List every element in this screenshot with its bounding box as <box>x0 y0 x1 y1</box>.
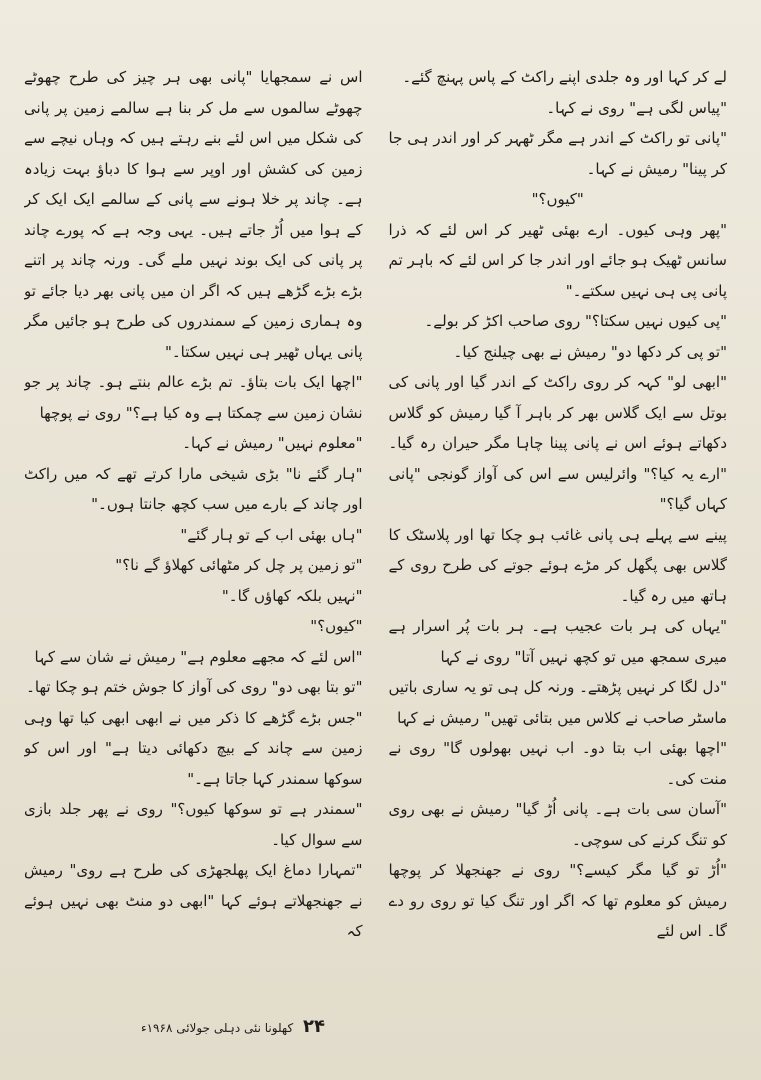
paragraph: "پی کیوں نہیں سکتا؟" روی صاحب اکڑ کر بولے۔ <box>424 312 727 330</box>
paragraph: "نہیں بلکہ کھاؤں گا۔" <box>221 586 363 605</box>
paragraph: "اچھا بھئی اب بتا دو۔ اب نہیں بھولوں گا" روی نے منت کی۔ <box>388 739 727 788</box>
paragraph: اس نے سمجھایا "پانی بھی ہر چیز کی طرح چھوٹے چھوٹے سالموں سے مل کر بنا ہے سالمے زمین پر پانی کی شکل میں اس لئے بنے رہتے ہیں کہ وہاں نیچے سے زمین کی کشش اور اوپر سے ہوا کا دباؤ بہت زیادہ ہے۔ چاند پر خلا ہونے سے پانی کے سالمے ایک ایک کر کے ہوا میں اُڑ جاتے ہیں۔ یہی وجہ ہے کہ پورے چاند پر پانی کی ایک بوند نہیں ملے گی۔ ورنہ چاند پر اتنے بڑے بڑے گڑھے ہیں کہ اگر ان میں پانی بھر دیا جائے تو وہ ہماری زمین کے سمندروں کی طرح ہو جائیں مگر پانی یہاں ٹھیر ہی نہیں سکتا۔" <box>24 68 363 361</box>
paragraph: "اُڑ تو گیا مگر کیسے؟" روی نے جھنجھلا کر پوچھا رمیش کو معلوم تھا کہ اگر اور تنگ کیا تو روی رو دے گا۔ اس لئے <box>388 861 727 940</box>
paragraph: "یہاں کی ہر بات عجیب ہے۔ ہر بات پُر اسرار ہے میری سمجھ میں تو کچھ نہیں آتا" روی نے کہا <box>388 617 727 666</box>
paragraph: "اچھا ایک بات بتاؤ۔ تم بڑے عالم بنتے ہو۔ چاند پر جو نشان زمین سے چمکتا ہے وہ کیا ہے؟" روی نے پوچھا <box>24 373 363 422</box>
paragraph: "سمندر ہے تو سوکھا کیوں؟" روی نے پھر جلد بازی سے سوال کیا۔ <box>24 800 363 849</box>
paragraph: "معلوم نہیں" رمیش نے کہا۔ <box>182 434 363 452</box>
page-number: ۲۴ <box>303 1016 325 1037</box>
paragraph: "پانی تو راکٹ کے اندر ہے مگر ٹھہر کر اور اندر ہی جا کر پینا" رمیش نے کہا۔ <box>388 129 727 178</box>
left-column <box>24 62 363 982</box>
paragraph: "جس بڑے گڑھے کا ذکر میں نے ابھی ابھی کیا تھا وہی زمین سے چاند کے بیچ دکھائی دیتا ہے" اور اس کو سوکھا سمندر کہا جاتا ہے۔" <box>24 708 363 788</box>
paragraph: "اس لئے کہ مجھے معلوم ہے" رمیش نے شان سے کہا <box>34 647 363 666</box>
paragraph: "ہاں بھئی اب کے تو ہار گئے" <box>180 525 363 544</box>
paragraph: "ابھی لو" کہہ کر روی راکٹ کے اندر گیا اور پانی کی بوتل سے ایک گلاس بھر کر باہر آ گیا رمیش کو گلاس دکھاتے ہوئے اس نے پانی پینا چاہا مگر حیران رہ گیا۔ "ارے یہ کیا؟" وائرلیس سے اس کی آواز گونجی "پانی کہاں گیا؟" <box>388 373 727 513</box>
paragraph: "تو بتا بھی دو" روی کی آواز کا جوش ختم ہو چکا تھا۔ <box>26 678 363 696</box>
paragraph: "تو زمین پر چل کر مٹھائی کھلاؤ گے نا؟" <box>115 556 363 574</box>
paragraph: "پھر وہی کیوں۔ ارے بھئی ٹھیر کر اس لئے کہ ذرا سانس ٹھیک ہو جائے اور اندر جا کر اس لئے کہ باہر تم پانی پی ہی نہیں سکتے۔" <box>388 220 727 300</box>
paragraph: "تمہارا دماغ ایک پھلجھڑی کی طرح ہے روی" رمیش نے جھنجھلاتے ہوئے کہا "ابھی دو منٹ بھی نہیں ہوئے کہ <box>24 861 363 940</box>
paragraph: "آسان سی بات ہے۔ پانی اُڑ گیا" رمیش نے بھی روی کو تنگ کرنے کی سوچی۔ <box>388 800 727 849</box>
paragraph: "پیاس لگی ہے" روی نے کہا۔ <box>546 98 727 117</box>
footer-text: کھلونا نئی دہلی جولائی ۱۹۶۸ء <box>140 1021 294 1035</box>
paragraph: "کیوں؟" <box>310 617 363 635</box>
text-columns <box>24 62 727 982</box>
paragraph: پینے سے پہلے ہی پانی غائب ہو چکا تھا اور پلاسٹک کا گلاس بھی پگھل کر مڑے ہوئے جوتے کی طرح روی کے ہاتھ میں رہ گیا۔ <box>388 525 727 605</box>
paragraph: لے کر کہا اور وہ جلدی اپنے راکٹ کے پاس پہنچ گئے۔ <box>402 68 727 86</box>
paragraph: "ہار گئے نا" بڑی شیخی مارا کرتے تھے کہ میں راکٹ اور چاند کے بارے میں سب کچھ جانتا ہوں۔" <box>24 464 363 513</box>
paragraph: "تو پی کر دکھا دو" رمیش نے بھی چیلنج کیا۔ <box>453 342 727 361</box>
paragraph: "دل لگا کر نہیں پڑھتے۔ ورنہ کل ہی تو یہ ساری باتیں ماسٹر صاحب نے کلاس میں بتائی تھیں" رمیش نے کہا <box>388 678 727 727</box>
page-footer <box>0 1018 325 1037</box>
right-column <box>389 62 728 982</box>
paragraph: "کیوں؟" <box>531 190 584 208</box>
